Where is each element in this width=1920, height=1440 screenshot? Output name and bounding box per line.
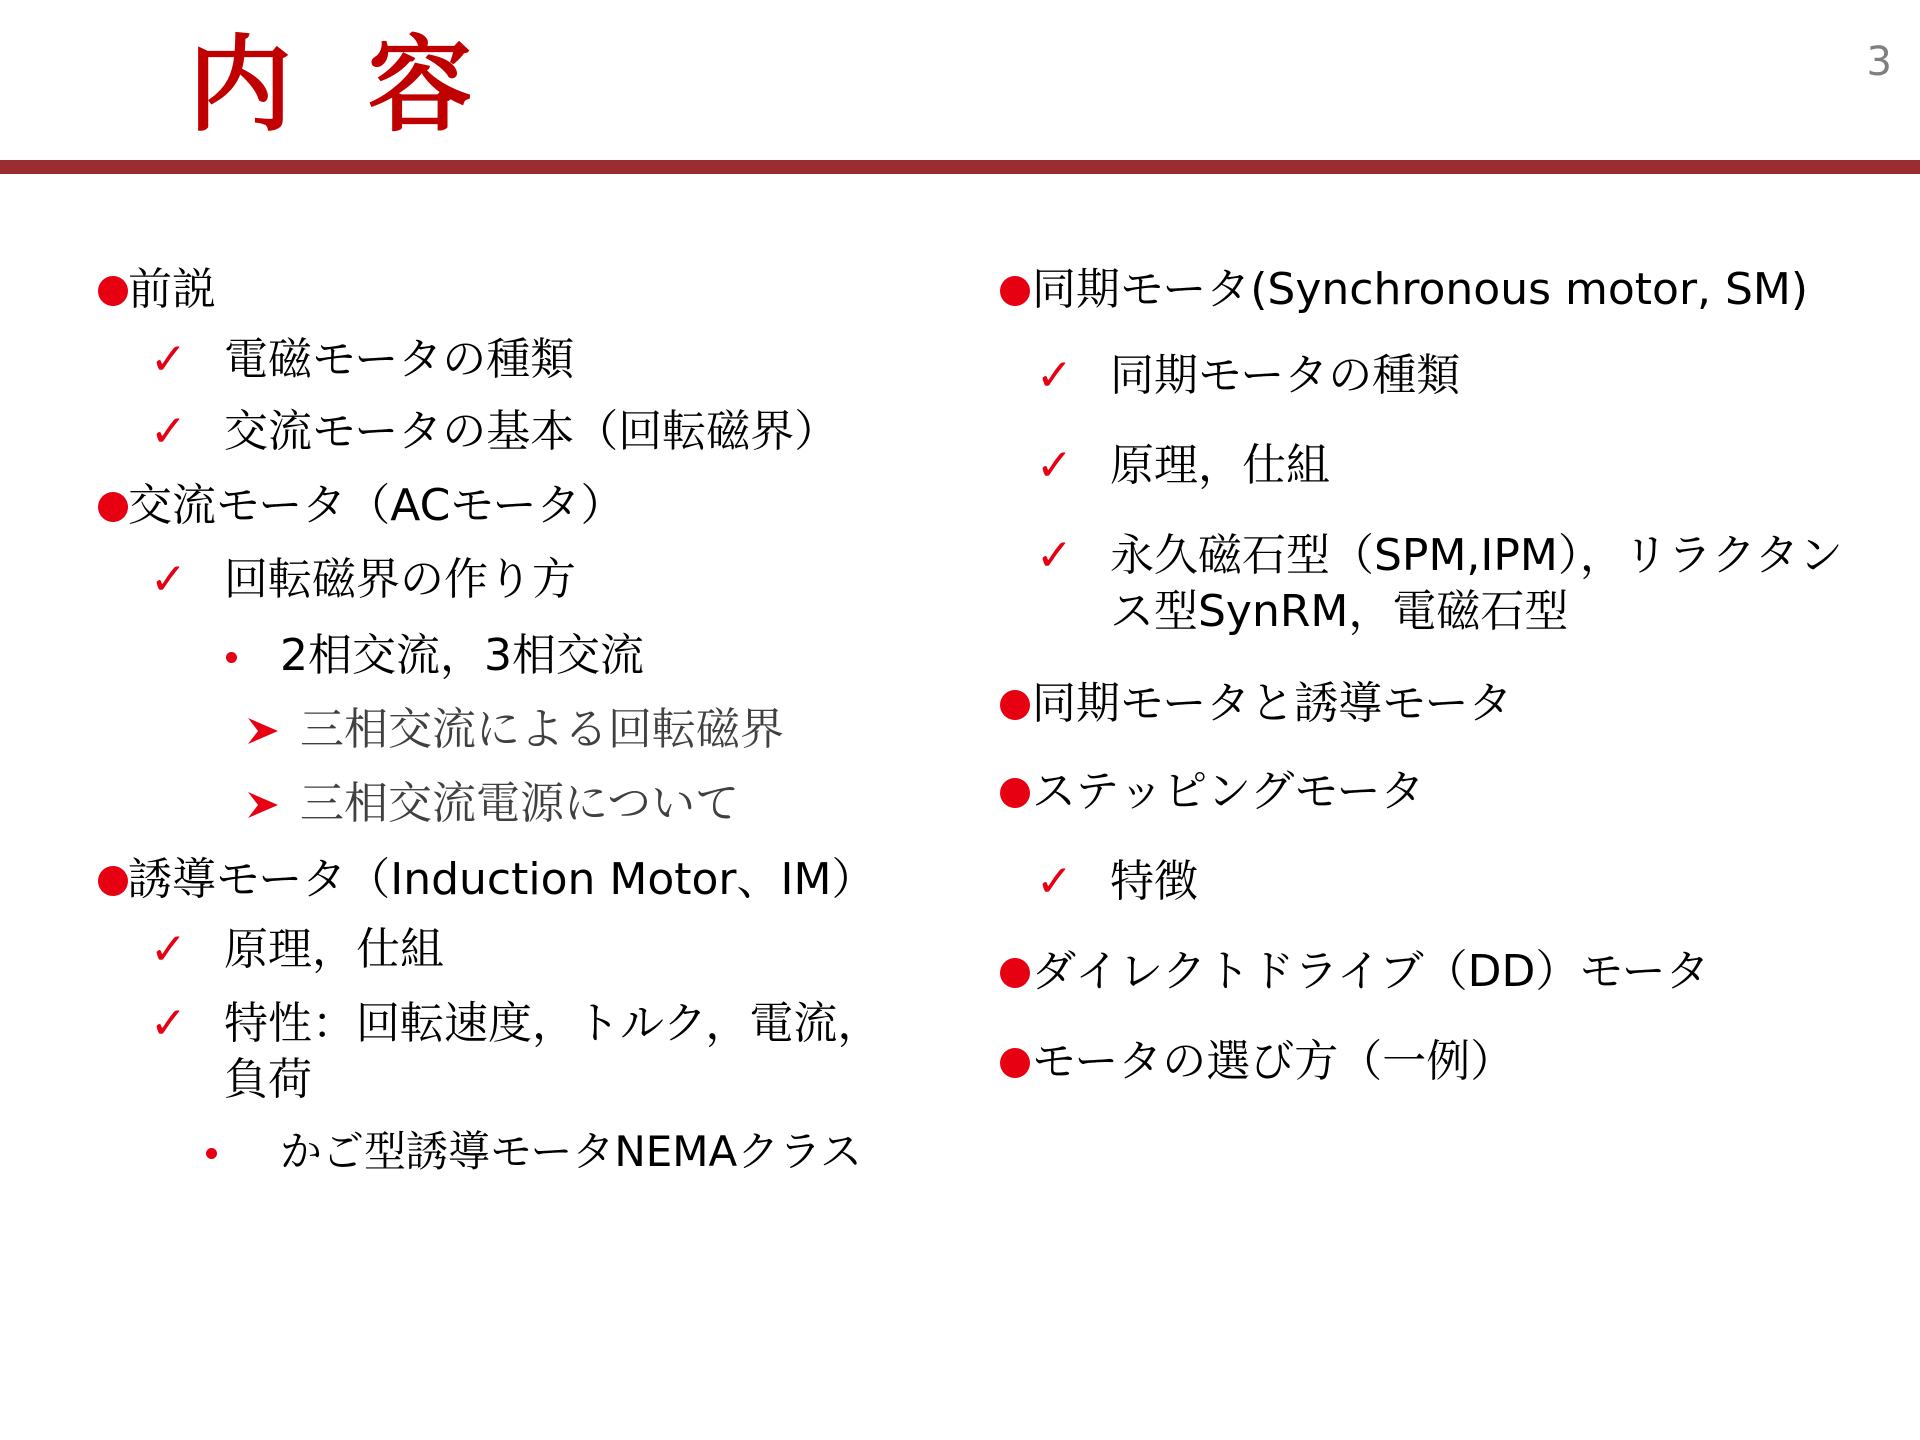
list-item: 原理，仕組	[224, 924, 444, 975]
sub-bullet-dot	[226, 652, 237, 663]
list-item: 電磁モータの種類	[224, 334, 575, 385]
list-item: 原理，仕組	[1110, 440, 1330, 491]
checkmark-icon: ✓	[150, 554, 187, 605]
section-heading: 誘導モータ（Induction Motor、IM）	[128, 854, 876, 905]
bullet-dot	[98, 866, 128, 896]
bullet-dot	[1000, 276, 1030, 306]
section-heading: ステッピングモータ	[1032, 766, 1425, 817]
section-heading: モータの選び方（一例）	[1032, 1036, 1515, 1087]
checkmark-icon: ✓	[150, 334, 187, 385]
checkmark-icon: ✓	[1036, 530, 1073, 581]
sub-bullet-dot	[206, 1148, 217, 1159]
slide-title: 内 容	[188, 24, 473, 146]
sub-sub-item: 三相交流による回転磁界	[300, 704, 784, 755]
page-number: 3	[1866, 39, 1892, 85]
bullet-dot	[98, 492, 128, 522]
list-item: 同期モータの種類	[1110, 350, 1461, 401]
list-item: 交流モータの基本（回転磁界）	[224, 406, 839, 457]
list-item: 回転磁界の作り方	[224, 554, 576, 605]
list-item: 永久磁石型（SPM,IPM），リラクタンス型SynRM，電磁石型	[1110, 530, 1844, 637]
title-divider	[0, 160, 1920, 174]
section-heading: 前説	[128, 264, 216, 315]
list-item: 特徴	[1110, 856, 1198, 907]
section-heading: 同期モータ(Synchronous motor, SM)	[1032, 264, 1809, 315]
bullet-dot	[98, 276, 128, 306]
checkmark-icon: ✓	[150, 998, 187, 1049]
arrow-bullet-icon	[246, 790, 280, 820]
bullet-dot	[1000, 958, 1030, 988]
bullet-dot	[1000, 690, 1030, 720]
section-heading: 交流モータ（ACモータ）	[128, 480, 625, 531]
checkmark-icon: ✓	[1036, 856, 1073, 907]
sub-sub-item: 三相交流電源について	[300, 778, 740, 829]
section-heading: ダイレクトドライブ（DD）モータ	[1032, 946, 1710, 997]
list-item: 特性：回転速度，トルク，電流，負荷	[224, 998, 882, 1105]
bullet-dot	[1000, 1048, 1030, 1078]
checkmark-icon: ✓	[1036, 350, 1073, 401]
checkmark-icon: ✓	[1036, 440, 1073, 491]
section-heading: 同期モータと誘導モータ	[1032, 678, 1513, 729]
bullet-dot	[1000, 778, 1030, 808]
checkmark-icon: ✓	[150, 406, 187, 457]
checkmark-icon: ✓	[150, 924, 187, 975]
sub-item: 2相交流，3相交流	[280, 630, 644, 681]
arrow-bullet-icon	[246, 716, 280, 746]
sub-item: かご型誘導モータNEMAクラス	[280, 1127, 862, 1176]
